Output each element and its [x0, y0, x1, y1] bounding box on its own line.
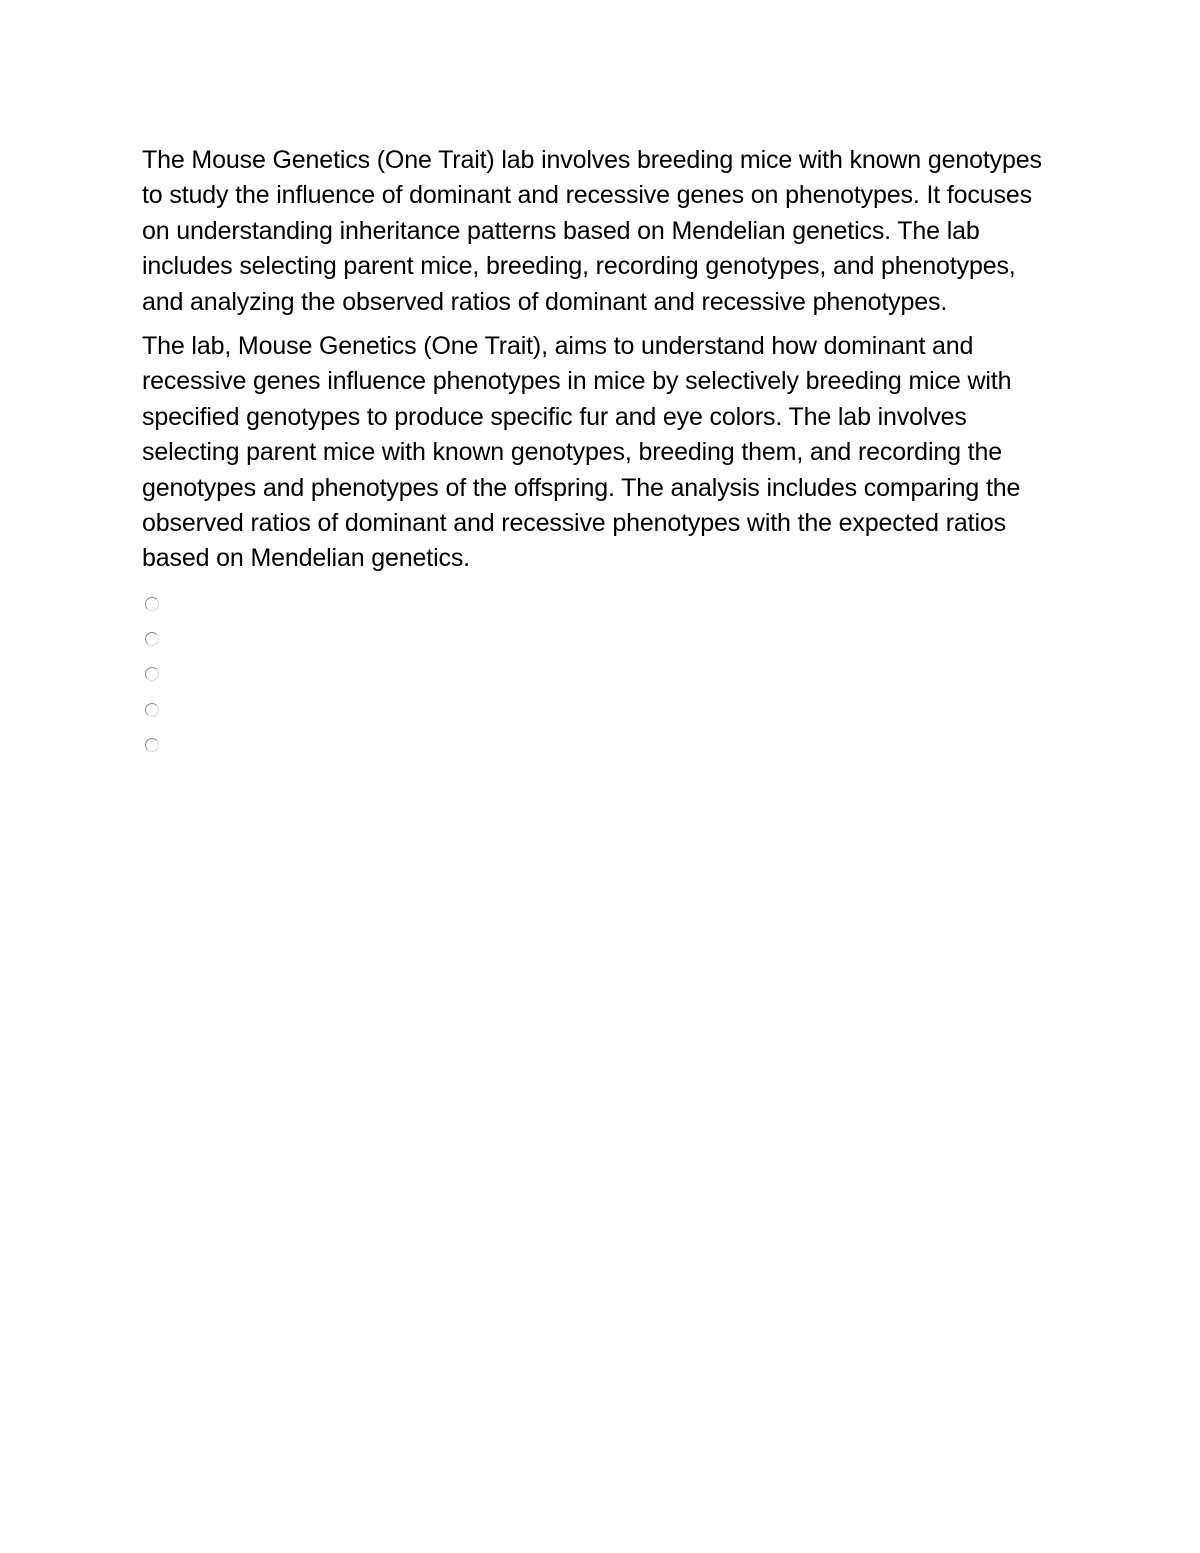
radio-unchecked-icon[interactable] [145, 667, 159, 681]
radio-option-2[interactable] [145, 621, 1062, 656]
radio-unchecked-icon[interactable] [145, 703, 159, 717]
document-body [142, 143, 1062, 763]
radio-option-3[interactable] [145, 657, 1062, 692]
radio-unchecked-icon[interactable] [145, 738, 159, 752]
radio-unchecked-icon[interactable] [145, 632, 159, 646]
paragraph-summary-2: The lab, Mouse Genetics (One Trait), aims to understand how dominant and recessive genes influence phenotypes in mice by selectively breeding mice with specified genotypes to produce specific fur and eye colors. The lab involves selecting parent mice with known genotypes, breeding them, and recording the genotypes and phenotypes of the offspring. The analysis includes comparing the observed ratios of dominant and recessive phenotypes with the expected ratios based on Mendelian genetics. [142, 332, 1021, 573]
radio-option-1[interactable] [145, 586, 1062, 621]
paragraph-summary-1: The Mouse Genetics (One Trait) lab involves breeding mice with known genotypes to study the influence of dominant and recessive genes on phenotypes. It focuses on understanding inheritance patterns based on Mendelian genetics. The lab includes selecting parent mice, breeding, recording genotypes, and phenotypes, and analyzing the observed ratios of dominant and recessive phenotypes. [142, 146, 1042, 316]
radio-option-4[interactable] [145, 692, 1062, 727]
radio-option-5[interactable] [145, 727, 1062, 762]
radio-unchecked-icon[interactable] [145, 597, 159, 611]
radio-option-list [145, 586, 1062, 763]
